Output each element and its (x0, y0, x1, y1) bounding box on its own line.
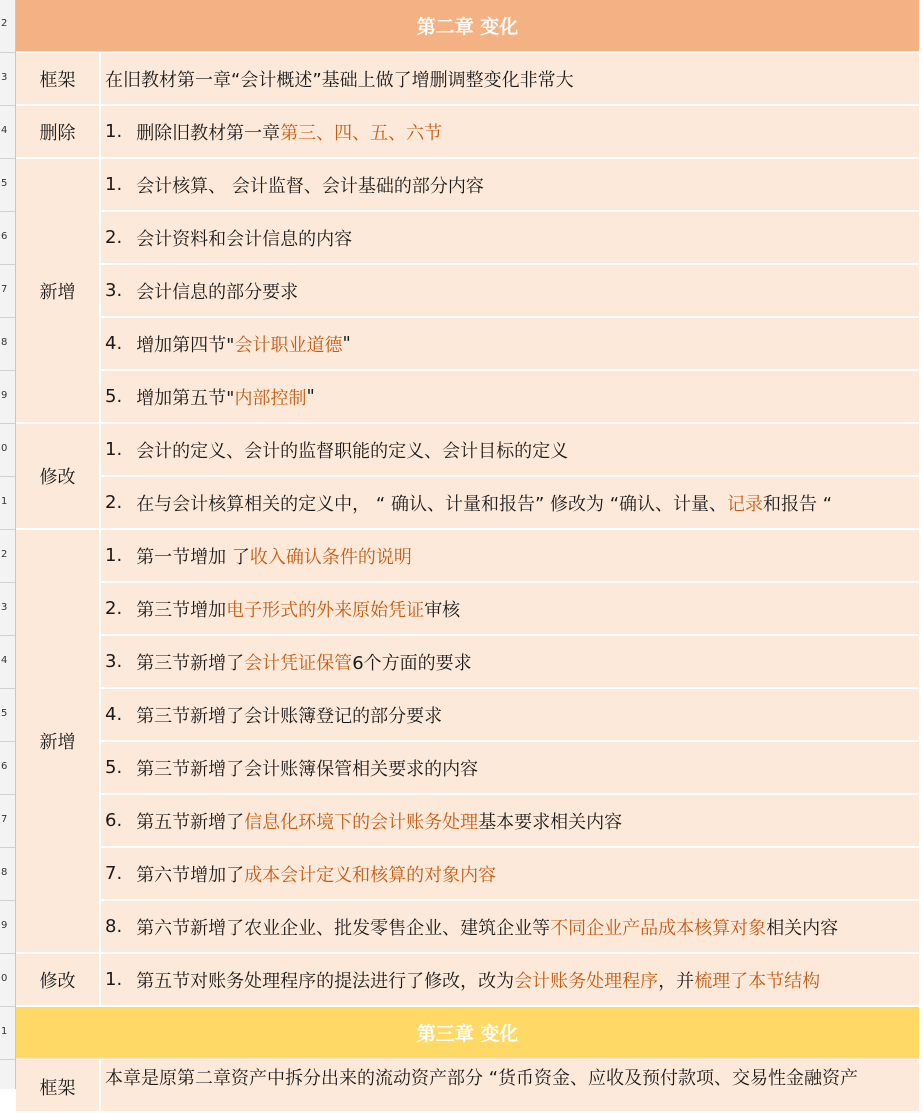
add-item-3[interactable] (101, 265, 919, 318)
item-number: 6. (105, 810, 123, 831)
row-number[interactable]: 9 (1, 390, 8, 401)
row-number[interactable]: 3 (1, 602, 8, 613)
item-text-post: " (342, 333, 351, 354)
row-number[interactable]: 6 (1, 761, 8, 772)
item-highlight-2: 梳理了本节结构 (694, 970, 821, 992)
chapter3-framework-text: 本章是原第二章资产中拆分出来的流动资产部分 “货币资金、应收及预付款项、交易性金融资产 (105, 1068, 859, 1089)
add2-item-8[interactable] (101, 901, 919, 954)
item-number: 5. (105, 757, 123, 778)
delete-item-1[interactable] (101, 106, 919, 159)
item-text-post: " (306, 386, 315, 407)
item-highlight: 会计凭证保管 (244, 652, 353, 674)
add2-item-6[interactable] (101, 795, 919, 848)
item-number: 3. (105, 651, 123, 672)
row-number[interactable]: 1 (1, 1026, 8, 1037)
framework-text: 在旧教材第一章“会计概述”基础上做了增删调整变化非常大 (105, 69, 574, 91)
row-number[interactable]: 1 (1, 496, 8, 507)
category-add[interactable]: 新增 (16, 159, 100, 424)
item-number: 1. (105, 545, 123, 566)
item-number: 4. (105, 333, 123, 354)
row-number[interactable]: 3 (1, 72, 8, 83)
chapter3-framework-cell[interactable] (101, 1060, 919, 1113)
add2-item-2[interactable] (101, 583, 919, 636)
item-text: 增加第五节" (136, 387, 235, 409)
item-highlight: 第三、四、五、六节 (280, 122, 443, 144)
category-modify-2[interactable]: 修改 (16, 954, 100, 1007)
item-text: 第三节新增了 (136, 652, 245, 674)
item-text-post: 基本要求相关内容 (478, 811, 623, 833)
item-text: 删除旧教材第一章 (136, 122, 281, 144)
add-item-1[interactable] (101, 159, 919, 212)
item-text: 会计信息的部分要求 (136, 281, 299, 303)
item-text: 第五节对账务处理程序的提法进行了修改，改为 (136, 970, 515, 992)
category-add-2[interactable]: 新增 (16, 530, 100, 954)
item-highlight: 记录 (727, 493, 764, 515)
add2-item-5[interactable] (101, 742, 919, 795)
row-number[interactable]: 2 (1, 18, 8, 29)
row-number[interactable]: 0 (1, 443, 8, 454)
row-number[interactable]: 6 (1, 231, 8, 242)
item-text: 第三节新增了会计账簿登记的部分要求 (136, 705, 443, 727)
item-number: 1. (105, 439, 123, 460)
item-text-mid: ，并 (658, 970, 695, 992)
add-item-2[interactable] (101, 212, 919, 265)
item-highlight: 电子形式的外来原始凭证 (226, 599, 425, 621)
item-number: 2. (105, 227, 123, 248)
modify-item-2[interactable] (101, 477, 919, 530)
item-text-post: 6个方面的要求 (352, 652, 472, 674)
item-text: 第一节增加 了 (136, 546, 250, 568)
category-framework[interactable]: 框架 (16, 53, 100, 106)
framework-cell[interactable] (101, 53, 919, 106)
item-text: 第六节新增了农业企业、批发零售企业、建筑企业等 (136, 917, 551, 939)
chapter2-header[interactable]: 第二章 变化 (16, 0, 919, 52)
modify2-item-1[interactable] (101, 954, 919, 1007)
add-item-4[interactable] (101, 318, 919, 371)
item-number: 4. (105, 704, 123, 725)
item-number: 7. (105, 863, 123, 884)
item-number: 5. (105, 386, 123, 407)
row-number[interactable]: 7 (1, 814, 8, 825)
item-text-post: 审核 (424, 599, 461, 621)
item-text-post: 相关内容 (766, 917, 839, 939)
row-number[interactable]: 7 (1, 284, 8, 295)
item-text: 第三节增加 (136, 599, 227, 621)
row-number[interactable]: 8 (1, 337, 8, 348)
row-number[interactable]: 8 (1, 867, 8, 878)
row-number[interactable]: 5 (1, 178, 8, 189)
row-number[interactable]: 4 (1, 655, 8, 666)
item-text: 第三节新增了会计账簿保管相关要求的内容 (136, 758, 479, 780)
category-modify[interactable]: 修改 (16, 424, 100, 530)
row-number[interactable]: 9 (1, 920, 8, 931)
item-highlight: 收入确认条件的说明 (249, 546, 412, 568)
add2-item-7[interactable] (101, 848, 919, 901)
row-number-gutter (0, 0, 16, 1089)
item-highlight: 不同企业产品成本核算对象 (550, 917, 767, 939)
item-number: 1. (105, 969, 123, 990)
row-number[interactable]: 5 (1, 708, 8, 719)
item-number: 8. (105, 916, 123, 937)
item-highlight: 成本会计定义和核算的对象内容 (244, 864, 497, 886)
row-number[interactable]: 0 (1, 973, 8, 984)
item-number: 2. (105, 598, 123, 619)
item-number: 3. (105, 280, 123, 301)
modify-item-1[interactable] (101, 424, 919, 477)
item-text: 第六节增加了 (136, 864, 245, 886)
item-text: 第五节新增了 (136, 811, 245, 833)
item-text: 会计核算、 会计监督、会计基础的部分内容 (136, 175, 484, 197)
category-delete[interactable]: 删除 (16, 106, 100, 159)
chapter3-header[interactable]: 第三章 变化 (16, 1007, 919, 1059)
chapter3-category-framework[interactable]: 框架 (16, 1060, 100, 1113)
item-highlight: 内部控制 (234, 387, 307, 409)
item-text: 增加第四节" (136, 334, 235, 356)
item-text-post: 和报告 “ (763, 493, 833, 515)
add2-item-4[interactable] (101, 689, 919, 742)
add-item-5[interactable] (101, 371, 919, 424)
add2-item-3[interactable] (101, 636, 919, 689)
row-number[interactable]: 4 (1, 125, 8, 136)
item-number: 1. (105, 174, 123, 195)
item-highlight: 信息化环境下的会计账务处理 (244, 811, 479, 833)
item-highlight: 会计账务处理程序 (514, 970, 659, 992)
item-highlight: 会计职业道德 (234, 334, 343, 356)
item-text: 在与会计核算相关的定义中， “ 确认、计量和报告” 修改为 “确认、计量、 (136, 493, 728, 515)
add2-item-1[interactable] (101, 530, 919, 583)
item-text: 会计资料和会计信息的内容 (136, 228, 353, 250)
item-number: 1. (105, 121, 123, 142)
spreadsheet-grid (16, 0, 923, 1099)
item-text: 会计的定义、会计的监督职能的定义、会计目标的定义 (136, 440, 569, 462)
item-number: 2. (105, 492, 123, 513)
row-number[interactable]: 2 (1, 549, 8, 560)
